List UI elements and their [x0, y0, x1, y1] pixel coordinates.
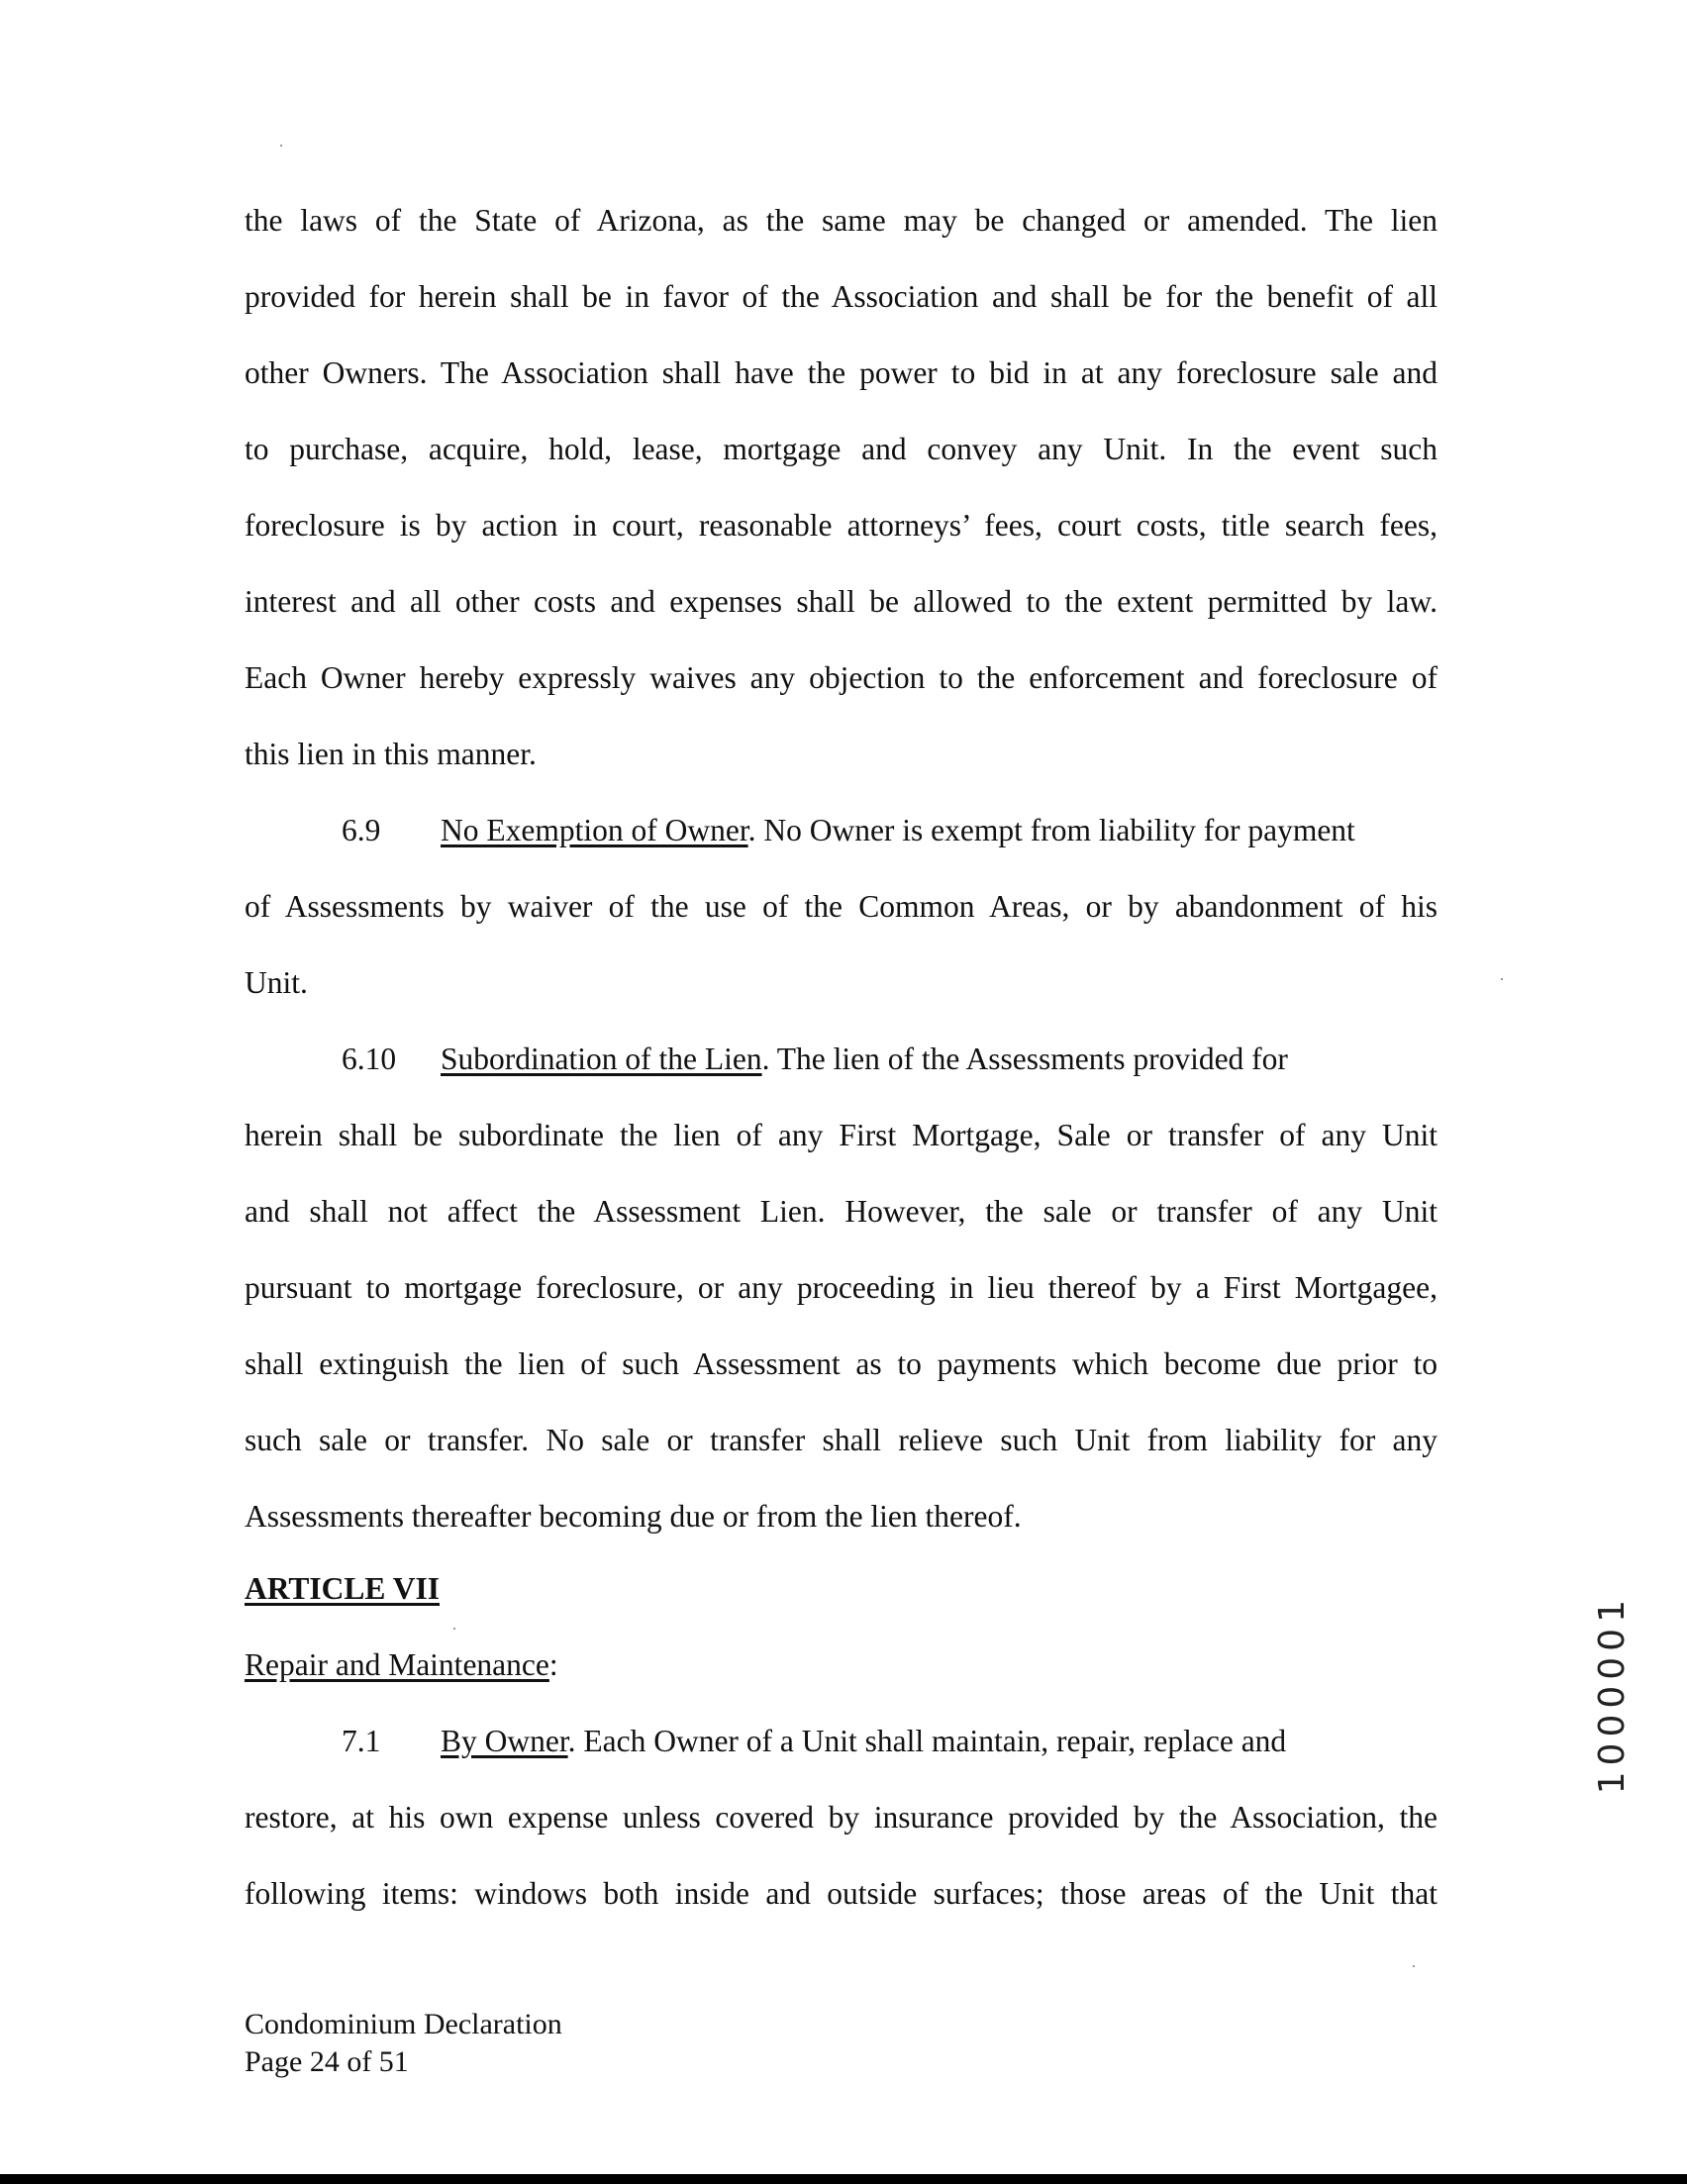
section-6-10-first-line — [245, 1040, 1438, 1079]
body-line: of Assessments by waiver of the use of the Common Areas, or by abandonment of his — [245, 889, 1438, 924]
body-line: Unit. — [245, 965, 308, 1000]
section-title: No Exemption of Owner — [441, 813, 748, 847]
body-line: Each Owner hereby expressly waives any objection to the enforcement and foreclosure of — [245, 660, 1438, 695]
side-stamp: 1000001 — [1592, 1594, 1633, 1795]
section-title: By Owner — [441, 1724, 568, 1758]
footer-document-name: Condominium Declaration — [245, 2008, 562, 2040]
section-text: . No Owner is exempt from liability for payment — [747, 813, 1355, 847]
section-text: . Each Owner of a Unit shall maintain, repair, replace and — [567, 1724, 1287, 1758]
scan-speck — [453, 1628, 455, 1630]
footer-page-label: Page 24 of 51 — [245, 2045, 409, 2078]
section-6-9-first-line — [245, 811, 1438, 850]
section-number: 6.10 — [342, 1042, 397, 1076]
body-line: interest and all other costs and expenses shall be allowed to the extent permitted by law. — [245, 584, 1438, 619]
article-heading: ARTICLE VII — [245, 1571, 440, 1606]
article-subheading-suffix: : — [548, 1647, 558, 1682]
body-line: such sale or transfer. No sale or transfer shall relieve such Unit from liability for any — [245, 1423, 1438, 1457]
scan-speck — [280, 145, 282, 147]
section-text: . The lien of the Assessments provided for — [761, 1042, 1288, 1076]
body-line: this lien in this manner. — [245, 737, 537, 771]
body-line: herein shall be subordinate the lien of any First Mortgage, Sale or transfer of any Unit — [245, 1118, 1438, 1152]
section-title: Subordination of the Lien — [441, 1042, 762, 1076]
section-number: 6.9 — [342, 813, 381, 847]
body-line: the laws of the State of Arizona, as the same may be changed or amended. The lien — [245, 203, 1438, 238]
body-line: shall extinguish the lien of such Assessment as to payments which become due prior to — [245, 1346, 1438, 1381]
body-line: provided for herein shall be in favor of the Association and shall be for the benefit of all — [245, 279, 1438, 314]
article-subheading — [245, 1645, 558, 1685]
scan-bottom-edge — [0, 2174, 1687, 2184]
body-line: restore, at his own expense unless covered by insurance provided by the Association, the — [245, 1800, 1438, 1835]
body-line: following items: windows both inside and outside surfaces; those areas of the Unit that — [245, 1876, 1438, 1911]
scan-speck — [1501, 978, 1503, 980]
body-line: to purchase, acquire, hold, lease, mortgage and convey any Unit. In the event such — [245, 432, 1438, 466]
body-line: foreclosure is by action in court, reasonable attorneys’ fees, court costs, title search fees, — [245, 508, 1438, 543]
scan-speck — [1413, 1965, 1415, 1967]
section-number: 7.1 — [342, 1724, 381, 1758]
body-line: pursuant to mortgage foreclosure, or any proceeding in lieu thereof by a First Mortgagee, — [245, 1270, 1438, 1305]
article-subheading-text: Repair and Maintenance — [245, 1647, 549, 1682]
body-line: and shall not affect the Assessment Lien. However, the sale or transfer of any Unit — [245, 1194, 1438, 1229]
body-line: Assessments thereafter becoming due or from the lien thereof. — [245, 1499, 1022, 1534]
body-line: other Owners. The Association shall have the power to bid in at any foreclosure sale and — [245, 355, 1438, 390]
section-7-1-first-line — [245, 1722, 1438, 1761]
